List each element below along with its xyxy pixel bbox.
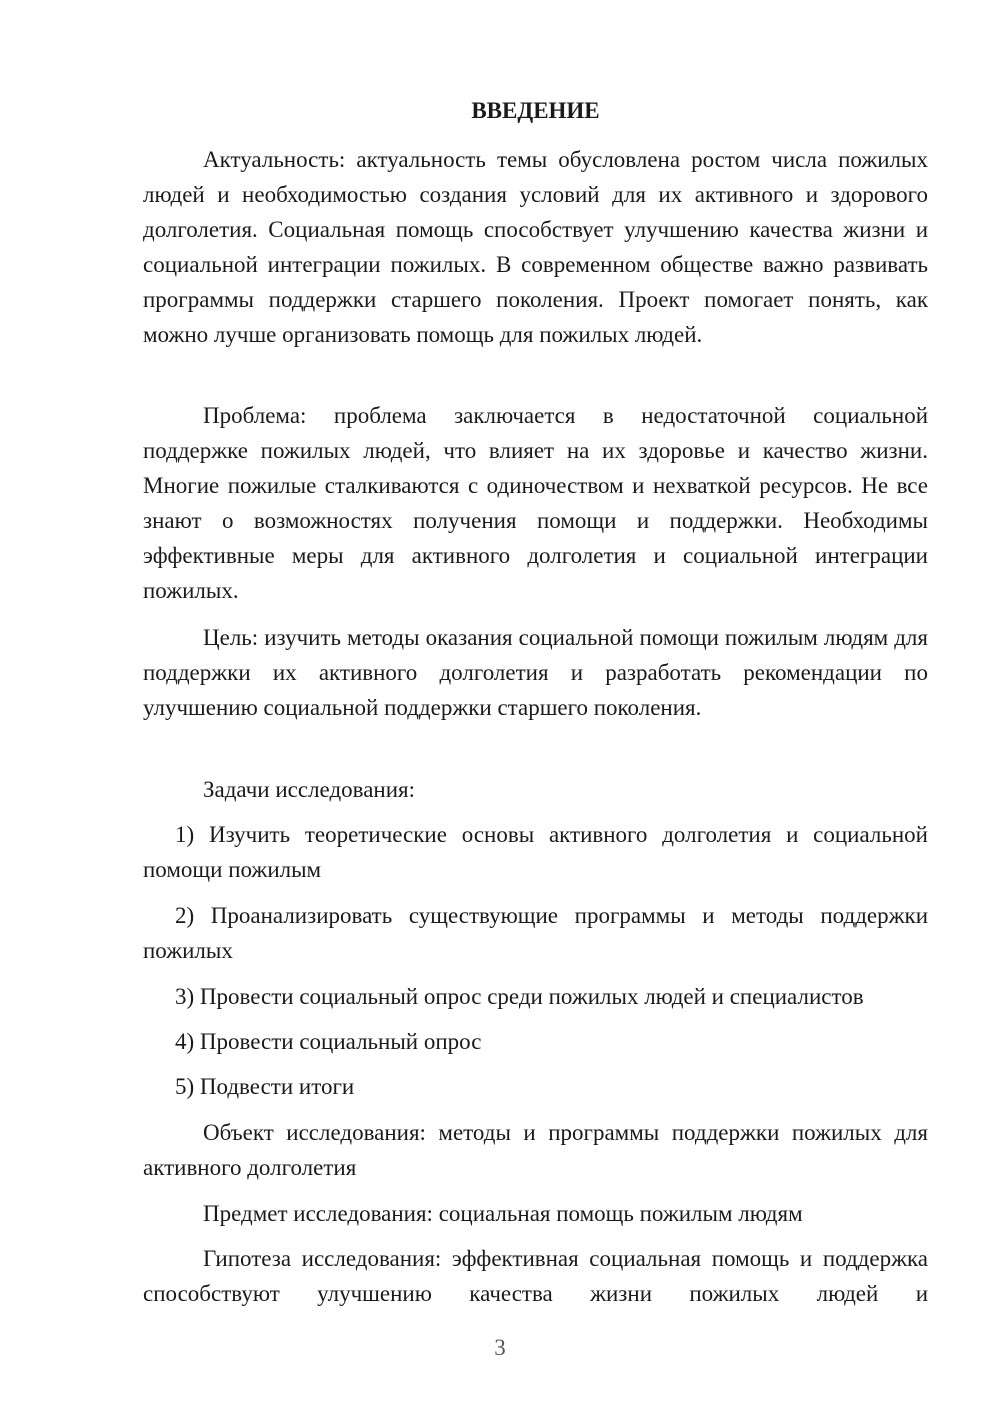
task-item-2: 2) Проанализировать существующие программы и методы поддержки пожилых	[143, 903, 928, 963]
task-item-3-block	[143, 979, 928, 1014]
page-title: ВВЕДЕНИЕ	[471, 98, 600, 123]
task-item-1: 1) Изучить теоретические основы активного долголетия и социальной помощи пожилым	[143, 822, 928, 882]
goal-section	[143, 620, 928, 725]
subject-section	[143, 1196, 928, 1231]
subject-paragraph: Предмет исследования: социальная помощь пожилым людям	[203, 1201, 803, 1226]
problem-paragraph: Проблема: проблема заключается в недостаточной социальной поддержке пожилых людей, что влияет на их здоровье и качество жизни. Многие пожилые сталкиваются с одиночеством и нехваткой ресурсов. Не все знают о возможностях получения помощи и поддержки. Необходимы эффективные меры для активного долголетия и социальной интеграции пожилых.	[143, 403, 928, 603]
object-paragraph: Объект исследования: методы и программы поддержки пожилых для активного долголетия	[143, 1120, 928, 1180]
tasks-title-section	[143, 772, 928, 807]
task-item-4-block	[143, 1024, 928, 1059]
object-section	[143, 1115, 928, 1185]
problem-section	[143, 398, 928, 608]
task-item-3: 3) Провести социальный опрос среди пожилых людей и специалистов	[175, 984, 864, 1009]
task-item-1-block	[143, 817, 928, 887]
hypothesis-section	[143, 1241, 928, 1311]
page-number: 3	[494, 1335, 506, 1360]
task-item-2-block	[143, 898, 928, 968]
relevance-section	[143, 142, 928, 352]
task-item-5: 5) Подвести итоги	[175, 1074, 355, 1099]
goal-paragraph: Цель: изучить методы оказания социальной помощи пожилым людям для поддержки их активного долголетия и разработать рекомендации по улучшению социальной поддержки старшего поколения.	[143, 625, 928, 720]
task-item-4: 4) Провести социальный опрос	[175, 1029, 482, 1054]
relevance-paragraph: Актуальность: актуальность темы обусловлена ростом числа пожилых людей и необходимостью создания условий для их активного и здорового долголетия. Социальная помощь способствует улучшению качества жизни и социальной интеграции пожилых. В современном обществе важно развивать программы поддержки старшего поколения. Проект помогает понять, как можно лучше организовать помощь для пожилых людей.	[143, 147, 928, 347]
tasks-title: Задачи исследования:	[203, 777, 416, 802]
hypothesis-paragraph: Гипотеза исследования: эффективная социальная помощь и поддержка способствуют улучшению качества жизни пожилых людей и	[143, 1246, 928, 1306]
task-item-5-block	[143, 1069, 928, 1104]
